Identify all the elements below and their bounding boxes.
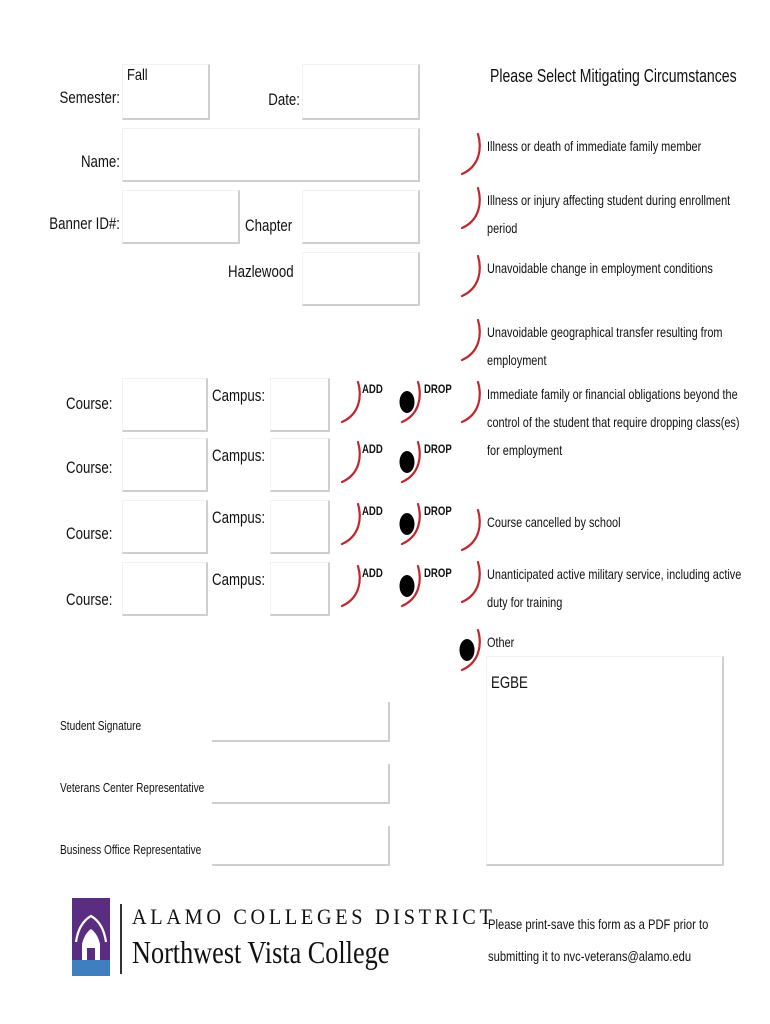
- drop-label: DROP: [424, 566, 452, 580]
- drop-radio-icon: [396, 564, 426, 610]
- mitigating-option-radio[interactable]: [456, 132, 486, 178]
- name-label: Name:: [80, 152, 120, 171]
- submission-note-line1: Please print-save this form as a PDF prior to: [488, 916, 709, 932]
- mitigating-option-radio[interactable]: [456, 318, 486, 364]
- brand-college: Northwest Vista College: [132, 934, 390, 970]
- mitigating-option-radio[interactable]: [456, 560, 486, 606]
- mitigating-option-radio-icon: [456, 508, 486, 554]
- college-logo-icon: [72, 898, 110, 976]
- drop-radio-icon: [396, 440, 426, 486]
- mitigating-option-radio-icon: [456, 318, 486, 364]
- veterans-rep-field[interactable]: [212, 764, 390, 804]
- submission-note: [488, 908, 744, 972]
- mitigating-option-label: Other: [487, 634, 515, 650]
- course-field[interactable]: [122, 438, 208, 492]
- mitigating-option-radio[interactable]: [456, 254, 486, 300]
- mitigating-option-radio-icon: [456, 254, 486, 300]
- mitigating-option-radio-icon: [456, 380, 486, 426]
- banner-id-label: Banner ID#:: [49, 214, 120, 233]
- hazlewood-label: Hazlewood: [228, 262, 294, 281]
- mitigating-option-label: Unavoidable change in employment conditions: [487, 260, 713, 276]
- mitigating-option-radio-icon: [456, 560, 486, 606]
- course-field[interactable]: [122, 500, 208, 554]
- date-field[interactable]: [302, 64, 420, 120]
- business-rep-label: Business Office Representative: [60, 842, 202, 857]
- mitigating-option-label: Illness or injury affecting student during enrollment period: [487, 192, 731, 236]
- add-label: ADD: [362, 566, 383, 580]
- drop-radio-icon: [396, 380, 426, 426]
- chapter-field[interactable]: [302, 190, 420, 244]
- campus-field[interactable]: [270, 500, 330, 554]
- campus-field[interactable]: [270, 562, 330, 616]
- drop-radio[interactable]: [396, 440, 426, 486]
- other-textbox[interactable]: [486, 656, 724, 866]
- mitigating-title: Please Select Mitigating Circumstances: [490, 66, 737, 86]
- add-label: ADD: [362, 504, 383, 518]
- name-field[interactable]: [122, 128, 420, 182]
- hazlewood-field[interactable]: [302, 252, 420, 306]
- course-label: Course:: [66, 590, 113, 609]
- campus-label: Campus:: [212, 446, 266, 465]
- course-label: Course:: [66, 524, 113, 543]
- mitigating-option-radio[interactable]: [456, 380, 486, 426]
- drop-label: DROP: [424, 504, 452, 518]
- student-signature-label: Student Signature: [60, 718, 142, 733]
- mitigating-option-radio-icon: [456, 186, 486, 232]
- brand-divider: [120, 904, 122, 974]
- course-label: Course:: [66, 458, 113, 477]
- business-rep-field[interactable]: [212, 826, 390, 866]
- drop-radio-icon: [396, 502, 426, 548]
- brand-district: ALAMO COLLEGES DISTRICT: [132, 904, 496, 929]
- mitigating-option-radio[interactable]: [456, 628, 486, 674]
- drop-radio[interactable]: [396, 502, 426, 548]
- drop-radio[interactable]: [396, 380, 426, 426]
- date-label: Date:: [268, 90, 300, 109]
- course-label: Course:: [66, 394, 113, 413]
- mitigating-option-radio[interactable]: [456, 508, 486, 554]
- campus-field[interactable]: [270, 378, 330, 432]
- drop-label: DROP: [424, 442, 452, 456]
- veterans-rep-label: Veterans Center Representative: [60, 780, 205, 795]
- mitigating-option-label: Unanticipated active military service, including active duty for training: [487, 566, 742, 610]
- campus-label: Campus:: [212, 508, 266, 527]
- student-signature-field[interactable]: [212, 702, 390, 742]
- chapter-label: Chapter: [245, 216, 293, 235]
- add-label: ADD: [362, 382, 383, 396]
- semester-field[interactable]: [122, 64, 210, 120]
- mitigating-option-radio-icon: [456, 132, 486, 178]
- campus-label: Campus:: [212, 570, 266, 589]
- mitigating-option-label: Unavoidable geographical transfer resulting from employment: [487, 324, 723, 368]
- mitigating-option-label: Illness or death of immediate family member: [487, 138, 702, 154]
- drop-label: DROP: [424, 382, 452, 396]
- semester-value: Fall: [127, 67, 148, 84]
- semester-label: Semester:: [59, 88, 120, 107]
- mitigating-option-label: Course cancelled by school: [487, 514, 621, 530]
- mitigating-option-radio[interactable]: [456, 186, 486, 232]
- drop-radio[interactable]: [396, 564, 426, 610]
- mitigating-option-radio-icon: [456, 628, 486, 674]
- course-field[interactable]: [122, 378, 208, 432]
- campus-label: Campus:: [212, 386, 266, 405]
- banner-id-field[interactable]: [122, 190, 240, 244]
- campus-field[interactable]: [270, 438, 330, 492]
- add-label: ADD: [362, 442, 383, 456]
- other-text: EGBE: [491, 673, 528, 692]
- mitigating-option-label: Immediate family or financial obligations beyond the control of the student that require dropping class(es) for employment: [487, 386, 740, 458]
- course-field[interactable]: [122, 562, 208, 616]
- submission-note-line2: submitting it to nvc-veterans@alamo.edu: [488, 948, 692, 964]
